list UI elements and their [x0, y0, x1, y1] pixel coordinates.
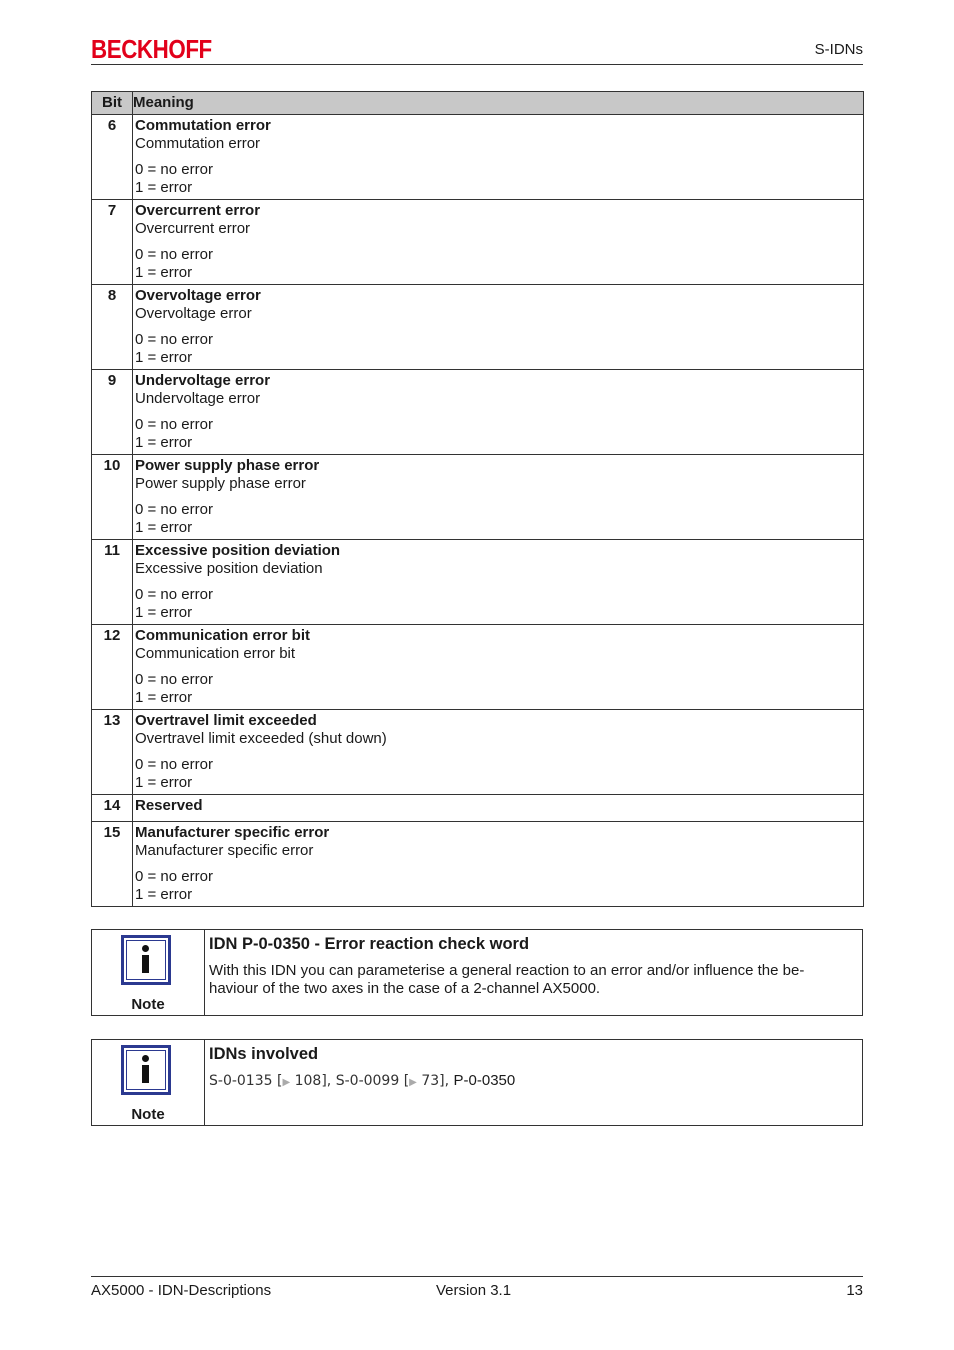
page-header: [91, 34, 863, 65]
table-row: [92, 625, 864, 710]
value-no-error: 0 = no error: [135, 501, 213, 518]
meaning-description: Power supply phase error: [135, 475, 306, 492]
note-text-line: haviour of the two axes in the case of a 2-channel AX5000.: [209, 980, 601, 997]
bit-number: 9: [92, 370, 133, 455]
note-icon-column: [92, 930, 205, 1015]
page-ref-link[interactable]: 73: [421, 1073, 440, 1089]
table-row: [92, 822, 864, 907]
meaning-title: Power supply phase error: [135, 457, 320, 474]
triangle-right-icon: ▶: [282, 1077, 291, 1088]
table-row: [92, 370, 864, 455]
footer-version: Version 3.1: [436, 1282, 512, 1299]
footer-page-number: 13: [846, 1282, 863, 1299]
value-error: 1 = error: [135, 519, 193, 536]
meaning-title: Reserved: [135, 797, 203, 814]
meaning-cell: [133, 795, 864, 822]
value-no-error: 0 = no error: [135, 756, 213, 773]
idn-p-0-0350: P-0-0350: [453, 1072, 516, 1089]
note-body: [209, 1045, 848, 1092]
meaning-description: Undervoltage error: [135, 390, 261, 407]
table-row: [92, 200, 864, 285]
note-box-idns-involved: [91, 1039, 863, 1126]
bit-number: 15: [92, 822, 133, 907]
meaning-cell: [133, 370, 864, 455]
meaning-title: Manufacturer specific error: [135, 824, 330, 841]
idn-references: S-0-0135 [▶ 108], S-0-0099 [▶ 73], P-0-0350: [209, 1072, 516, 1089]
table-row: [92, 115, 864, 200]
footer-document-title: AX5000 - IDN-Descriptions: [91, 1282, 272, 1299]
value-error: 1 = error: [135, 264, 193, 281]
meaning-cell: [133, 200, 864, 285]
meaning-title: Undervoltage error: [135, 372, 271, 389]
meaning-description: Overtravel limit exceeded (shut down): [135, 730, 387, 747]
column-header-bit: Bit: [92, 92, 133, 115]
value-error: 1 = error: [135, 349, 193, 366]
note-box-error-reaction: [91, 929, 863, 1016]
note-label: Note: [131, 1106, 165, 1123]
beckhoff-logo: BECKHOFF: [91, 34, 212, 64]
value-error: 1 = error: [135, 774, 193, 791]
table-row: [92, 710, 864, 795]
value-no-error: 0 = no error: [135, 868, 213, 885]
note-body: [209, 935, 848, 998]
note-text-line: With this IDN you can parameterise a general reaction to an error and/or influence the be-: [209, 962, 805, 979]
meaning-cell: [133, 625, 864, 710]
info-icon: [121, 1045, 171, 1095]
meaning-description: Commutation error: [135, 135, 261, 152]
note-title: IDNs involved: [209, 1045, 319, 1063]
value-no-error: 0 = no error: [135, 416, 213, 433]
meaning-title: Communication error bit: [135, 627, 311, 644]
table-row: [92, 285, 864, 370]
meaning-cell: [133, 115, 864, 200]
value-no-error: 0 = no error: [135, 246, 213, 263]
bit-meaning-table: [91, 91, 864, 907]
page-footer: [91, 1276, 863, 1299]
bit-number: 7: [92, 200, 133, 285]
idn-link-s-0-0135[interactable]: S-0-0135: [209, 1073, 273, 1089]
value-error: 1 = error: [135, 604, 193, 621]
meaning-description: Overcurrent error: [135, 220, 251, 237]
table-header-row: [92, 92, 864, 115]
meaning-description: Overvoltage error: [135, 305, 252, 322]
meaning-title: Excessive position deviation: [135, 542, 341, 559]
info-icon: [121, 935, 171, 985]
section-title: S-IDNs: [814, 41, 863, 58]
bit-number: 8: [92, 285, 133, 370]
value-error: 1 = error: [135, 434, 193, 451]
table-row: [92, 795, 864, 822]
meaning-description: Communication error bit: [135, 645, 296, 662]
bit-number: 11: [92, 540, 133, 625]
meaning-cell: [133, 710, 864, 795]
meaning-cell: [133, 540, 864, 625]
meaning-title: Commutation error: [135, 117, 271, 134]
value-no-error: 0 = no error: [135, 331, 213, 348]
meaning-title: Overvoltage error: [135, 287, 261, 304]
bit-number: 14: [92, 795, 133, 822]
value-no-error: 0 = no error: [135, 586, 213, 603]
value-error: 1 = error: [135, 689, 193, 706]
triangle-right-icon: ▶: [409, 1077, 417, 1088]
bit-number: 10: [92, 455, 133, 540]
value-no-error: 0 = no error: [135, 671, 213, 688]
note-title: IDN P-0-0350 - Error reaction check word: [209, 935, 530, 953]
column-header-meaning: Meaning: [133, 92, 864, 115]
idn-link-s-0-0099[interactable]: S-0-0099: [335, 1073, 400, 1089]
note-icon-column: [92, 1040, 205, 1125]
table-row: [92, 455, 864, 540]
meaning-title: Overcurrent error: [135, 202, 261, 219]
note-label: Note: [131, 996, 165, 1013]
bit-number: 12: [92, 625, 133, 710]
value-no-error: 0 = no error: [135, 161, 213, 178]
meaning-description: Manufacturer specific error: [135, 842, 314, 859]
bit-number: 6: [92, 115, 133, 200]
meaning-description: Excessive position deviation: [135, 560, 323, 577]
table-row: [92, 540, 864, 625]
value-error: 1 = error: [135, 886, 193, 903]
meaning-cell: [133, 455, 864, 540]
bit-number: 13: [92, 710, 133, 795]
meaning-cell: [133, 822, 864, 907]
meaning-title: Overtravel limit exceeded: [135, 712, 317, 729]
meaning-cell: [133, 285, 864, 370]
value-error: 1 = error: [135, 179, 193, 196]
page-ref-link[interactable]: 108: [294, 1073, 322, 1089]
